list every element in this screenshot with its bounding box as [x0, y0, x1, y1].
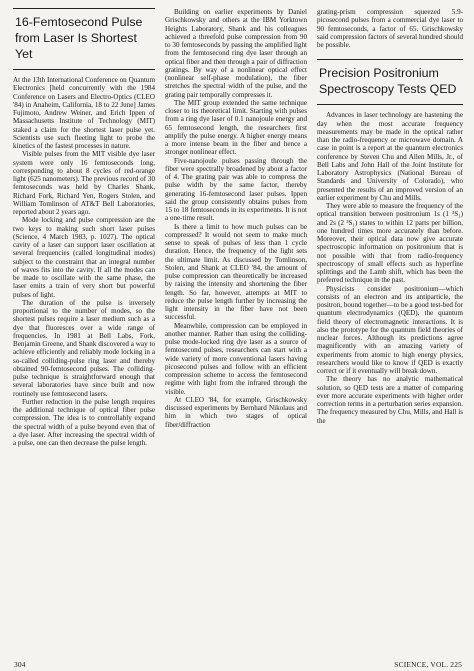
- paragraph: They were able to measure the frequency of the optical transition between positronium 1s (1 ³S₁) and 2s (2 ³S₁) states to within 12 parts per billion, one hundred times more accurately than before. Moreover, their optical data now give accurate spectroscopic information on positronium that is not possible with that from radio-frequency spectroscopy of small effects such as hyperfine splittings and the Lamb shift, which has been the preferred technique in the past.: [317, 202, 463, 285]
- paragraph: Advances in laser technology are hastening the day when the most accurate frequency measurements may be made in the optical rather than the radio-frequency or microwave domain. A case in point is a report at the quantum electronics conference by Steven Chu and Allen Mills, Jr., of Bell Labs and John Hall of the Joint Institute for Laboratory Astrophysics (National Bureau of Standards and University of Colorado), who presented the results of an improved version of an earlier experiment by Chu and Mills.: [317, 111, 463, 202]
- page-number: 304: [14, 660, 26, 669]
- paragraph: At the 13th International Conference on Quantum Electronics [held concurrently with the 1984 Conference on Lasers and Electro-Optics (CLEO '84) in Anaheim, California, 18 to 22 June] James Fujimoto, Andrew Weiner, and Erich Ippen of Massachusetts Institute of Technology (MIT) staked a claim for the shortest laser pulse yet. Scientists use such fleeting light to probe the kinetics of the fastest processes in nature.: [13, 76, 155, 150]
- paragraph: Is there a limit to how much pulses can be compressed? It would not seem to make much sense to speak of pulses of less than 1 cycle duration. Hence, the frequency of the light sets the ultimate limit. As discussed by Tomlinson, Stolen, and Shank at CLEO '84, the amount of pulse compression can theoretically be increased by raising the intensity and shortening the fiber length. So far, however, attempts at MIT to reduce the pulse length further by increasing the light intensity in the fiber have not been successful.: [165, 222, 307, 322]
- page-footer: [0, 660, 474, 671]
- paragraph: Mode locking and pulse compression are the two keys to making such short laser pulses (Science, 4 March 1983, p. 1027). The optical cavity of a laser can support laser oscillation at several frequencies (called longitudinal modes) subject to the constraint that an integral number of waves fits into the cavity. If all the modes can be made to oscillate with the same phase, the laser emits a train of very short but powerful pulses of light.: [13, 216, 155, 299]
- paragraph: The MIT group extended the same technique closer to its theoretical limit. Starting with pulses from a ring dye laser of 0.1 nanojoule energy and 65 femtosecond length, the researchers first amplify the pulse energy. A higher energy means a more intense beam in the fiber and hence a stronger nonlinear effect.: [165, 98, 307, 157]
- paragraph: Five-nanojoule pulses passing through the fiber were spectrally broadened by about a factor of 4. The grating pair was able to compress the pulse width by the same factor, thereby generating 16-femtosecond laser pulses. Ippen said the group consistently obtains pulses from 15 to 18 femtoseconds in its experiments. It is not a one-time result.: [165, 156, 307, 223]
- paragraph: Meanwhile, compression can be employed in another manner. Rather than using the colliding-pulse mode-locked ring dye laser as a source of femtosecond pulses, researchers can start with a wide variety of more conventional lasers having picosecond pulses and follow with an efficient compression scheme to access the femtosecond regime with light from the infrared through the visible.: [165, 321, 307, 396]
- column-3: [317, 8, 463, 656]
- paragraph: The theory has no analytic mathematical solution, so QED tests are a matter of comparing ever more accurate experiments with higher order correction terms in a perturbation series expansion. The frequency measured by Chu, Mills, and Hall is the: [317, 375, 463, 425]
- paragraph: Further reduction in the pulse length requires the additional technique of optical fiber pulse compression. The idea is to controllably expand the spectral width of a pulse beyond even that of a dye laser. After increasing the spectral width of a pulse, one can then decrease the pulse length.: [13, 397, 155, 447]
- column-1: [13, 8, 155, 656]
- paragraph: Building on earlier experiments by Daniel Grischkowsky and others at the IBM Yorktown Heights Laboratory, Shank and his colleagues achieved a threefold pulse compression from 90 to 30 femtoseconds by passing the amplified light from the femtosecond ring dye laser through an optical fiber and then through a pair of diffraction gratings. By way of a nonlinear optical effect (nonlinear self-phase modulation), the fiber stretches the spectral width of the pulse, and the grating pair temporally compresses it.: [165, 8, 307, 99]
- paragraph: Physicists consider positronium—which consists of an electron and its antiparticle, the positron, bound together—to be a good test-bed for quantum electrodynamics (QED), the quantum field theory of electromagnetic interactions. It is also the prototype for the quantum field theories of nuclear forces. Although its predictions agree magnificently with an amazing variety of experiments from atomic to high energy physics, researchers would like to know if QED is exactly correct or if it eventually will break down.: [317, 284, 463, 375]
- article-1-headline: 16-Femtosecond Pulse from Laser Is Shortest Yet: [13, 8, 155, 70]
- paragraph: The duration of the pulse is inversely proportional to the number of modes, so the shortest pulses require a laser medium such as a dye that fluoresces over a wide range of frequencies. In 1981 at Bell Labs, Fork, Benjamin Greene, and Shank discovered a way to achieve efficiently and reliably mode locking in a so-called colliding-pulse ring laser and thereby obtained 90-femtosecond pulses. The colliding-pulse technique is straightforward enough that several laboratories have since built and now routinely use femtosecond lasers.: [13, 298, 155, 398]
- article-2-headline: Precision Positronium Spectroscopy Tests QED: [317, 59, 463, 105]
- paragraph: grating-prism compression squeezed 5.9-picosecond pulses from a commercial dye laser to 90 femtoseconds, a factor of 65. Grischkowsky said compression factors of several hundred should be possible.: [317, 8, 463, 49]
- column-2: [165, 8, 307, 656]
- paragraph: At CLEO '84, for example, Grischkowsky discussed experiments by Bernhard Nikolaus and him in which two stages of optical fiber/diffraction: [165, 395, 307, 429]
- paragraph: Visible pulses from the MIT visible dye laser system were only 16 femtoseconds long, corresponding to about 8 cycles of red-orange light (625 nanometers). The previous record of 30 femtoseconds was held by Charles Shank, Richard Fork, Richard Yen, Rogers Stolen, and William Tomlinson of AT&T Bell Laboratories, reported about 2 years ago.: [13, 150, 155, 216]
- journal-reference: SCIENCE, VOL. 225: [394, 660, 462, 669]
